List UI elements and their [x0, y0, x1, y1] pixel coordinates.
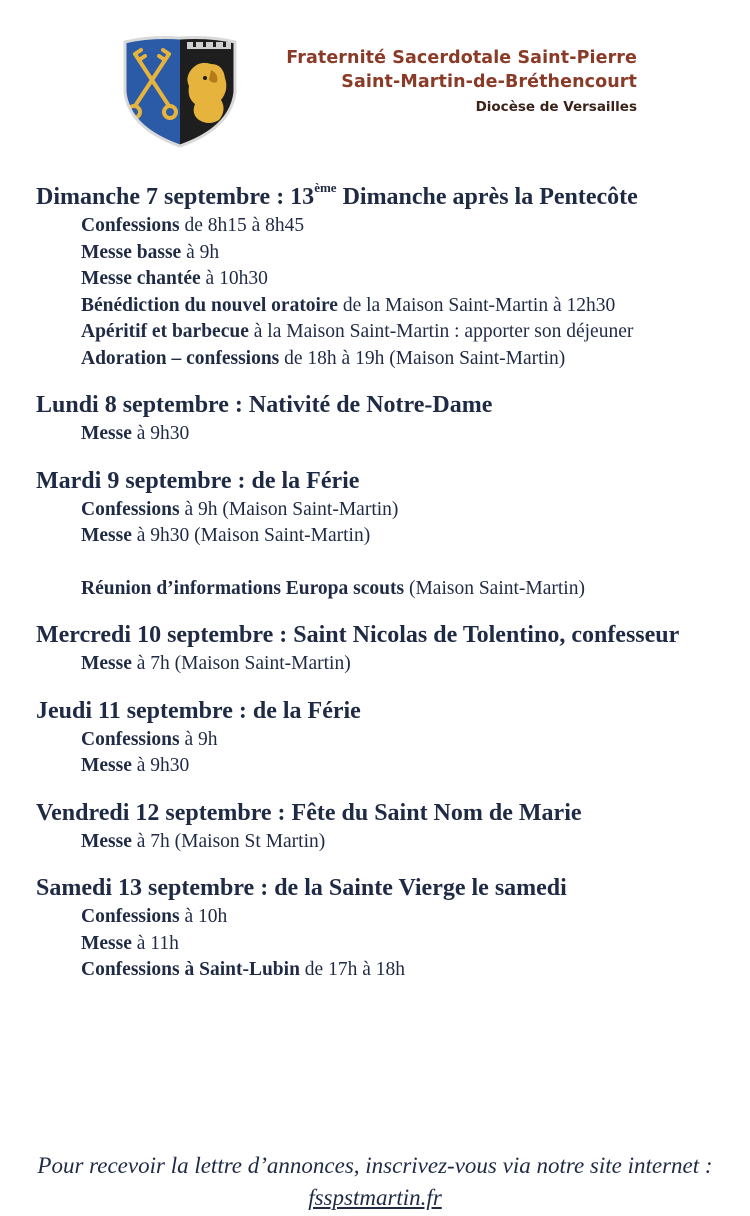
day-thursday [36, 696, 726, 780]
day-title: Vendredi 12 septembre : Fête du Saint Nom de Marie [36, 799, 582, 826]
coat-of-arms-logo-icon [119, 34, 241, 148]
schedule-item: Messe à 9h30 [81, 423, 190, 444]
schedule-item: Bénédiction du nouvel oratoire de la Maison Saint-Martin à 12h30 [81, 294, 616, 316]
org-name: Fraternité Sacerdotale Saint-Pierre [286, 48, 637, 68]
day-saturday [36, 873, 726, 984]
day-monday [36, 390, 726, 448]
schedule-item: Messe basse à 9h [81, 241, 220, 263]
schedule [36, 182, 726, 1002]
schedule-item: Messe à 7h (Maison Saint-Martin) [81, 653, 351, 674]
parish-name: Saint-Martin-de-Bréthencourt [341, 72, 637, 92]
website-link[interactable]: fsspstmartin.fr [308, 1185, 442, 1210]
schedule-item: Messe à 7h (Maison St Martin) [81, 830, 326, 852]
day-title: Dimanche 7 septembre : 13ème Dimanche après la Pentecôte [36, 180, 638, 210]
day-friday [36, 798, 726, 856]
spacer [36, 550, 726, 576]
day-wednesday [36, 620, 726, 678]
schedule-item: Messe à 9h30 (Maison Saint-Martin) [81, 525, 371, 546]
footer-text: Pour recevoir la lettre d’annonces, inscrivez-vous via notre site internet : [37, 1153, 713, 1178]
schedule-item: Messe chantée à 10h30 [81, 268, 268, 289]
schedule-item: Confessions de 8h15 à 8h45 [81, 215, 305, 236]
schedule-item: Confessions à 9h [81, 728, 218, 750]
day-title: Jeudi 11 septembre : de la Férie [36, 697, 361, 724]
schedule-item: Messe à 11h [81, 932, 179, 954]
newsletter-footer [20, 1150, 730, 1214]
page-header [0, 0, 750, 160]
schedule-item: Confessions à Saint-Lubin de 17h à 18h [81, 959, 405, 980]
schedule-item: Adoration – confessions de 18h à 19h (Maison Saint-Martin) [81, 347, 566, 369]
day-title: Samedi 13 septembre : de la Sainte Vierge le samedi [36, 875, 567, 901]
schedule-item: Confessions à 9h (Maison Saint-Martin) [81, 498, 399, 520]
schedule-item: Messe à 9h30 [81, 755, 190, 776]
organization-title [286, 46, 637, 118]
schedule-item: Apéritif et barbecue à la Maison Saint-Martin : apporter son déjeuner [81, 321, 634, 342]
day-sunday [36, 182, 726, 372]
day-title: Mardi 9 septembre : de la Férie [36, 467, 360, 494]
schedule-item: Confessions à 10h [81, 906, 228, 927]
day-title: Mercredi 10 septembre : Saint Nicolas de Tolentino, confesseur [36, 622, 680, 648]
schedule-item: Réunion d’informations Europa scouts (Maison Saint-Martin) [81, 577, 585, 599]
day-tuesday [36, 466, 726, 603]
diocese-name: Diocèse de Versailles [475, 99, 637, 115]
day-title: Lundi 8 septembre : Nativité de Notre-Dame [36, 392, 493, 418]
